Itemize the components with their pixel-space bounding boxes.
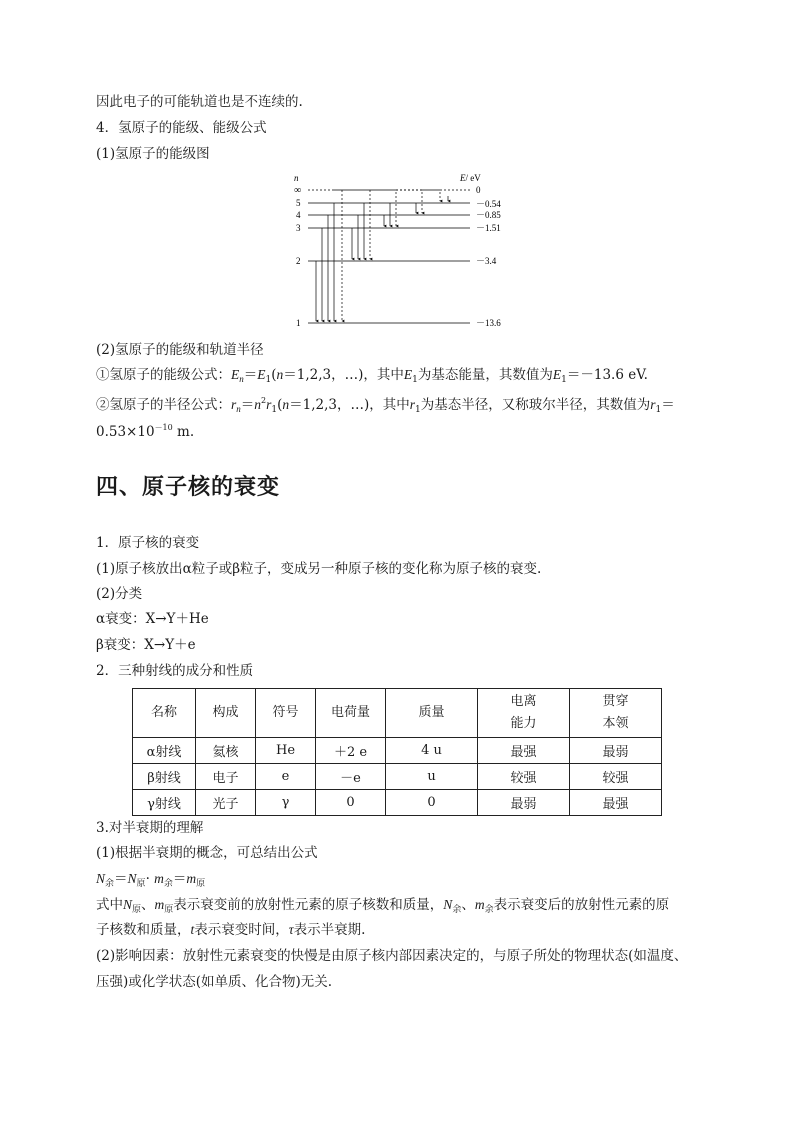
symbol-e: E (231, 367, 240, 382)
bohr-radius-value (96, 418, 194, 442)
transition-inf-1 (334, 190, 342, 321)
level-n-inf: ∞ (294, 185, 302, 196)
header-charge: 电荷量 (316, 689, 386, 738)
section-4-title: 4．氢原子的能级、能级公式 (96, 120, 267, 136)
table-cell: 光子 (196, 790, 256, 816)
header-composition: 构成 (196, 689, 256, 738)
table-row (133, 764, 662, 790)
bohr-radius-mantissa: 0.53×10 (96, 424, 155, 440)
table-cell: －e (316, 764, 386, 790)
text: 表示衰变时间， (194, 922, 289, 938)
symbol-n: n (282, 397, 290, 412)
subscript-1: 1 (415, 405, 421, 415)
table-cell: e (256, 764, 316, 790)
header-mass: 质量 (386, 689, 478, 738)
symbol-n: N (96, 871, 106, 886)
axis-e-symbol: E (460, 173, 466, 183)
table-cell: 最强 (570, 790, 662, 816)
halflife-title: 3.对半衰期的理解 (96, 820, 204, 836)
ground-energy-text: 为基态能量，其数值为 (417, 367, 553, 383)
level-n-2: 2 (296, 256, 301, 266)
energy-formula-prefix: 氢原子的能级公式： (109, 367, 231, 383)
level-e-2: －3.4 (476, 256, 497, 266)
subscript-original: 原 (132, 905, 142, 915)
header-name: 名称 (133, 689, 196, 738)
level-n-5: 5 (296, 198, 301, 208)
subscript-1: 1 (412, 375, 418, 385)
header-penetrating: 贯穿 本领 (570, 689, 662, 738)
table-cell: He (256, 738, 316, 764)
table-row (133, 790, 662, 816)
level-e-4: －0.85 (476, 210, 501, 220)
symbol-r1-value: r (650, 397, 656, 412)
table-cell: 4 u (386, 738, 478, 764)
subscript-n: n (236, 404, 241, 414)
level-e-inf: 0 (476, 185, 481, 195)
symbol-n-original: N (127, 871, 137, 886)
table-cell: u (386, 764, 478, 790)
header-symbol: 符号 (256, 689, 316, 738)
energy-level-diagram (280, 170, 520, 340)
subscript-remaining: 余 (452, 905, 462, 915)
table-cell: α射线 (133, 738, 196, 764)
equals-sign: ＝ (172, 871, 187, 887)
radiation-table (132, 688, 662, 816)
equals-sign: ＝ (114, 871, 128, 887)
superscript-2: 2 (261, 396, 267, 405)
symbol-m: m (474, 897, 485, 912)
axis-e-unit: / eV (465, 173, 481, 183)
table-cell: 0 (316, 790, 386, 816)
decay-classification: (2)分类 (96, 586, 143, 602)
bohr-radius-unit: m. (172, 424, 195, 440)
halflife-explanation-1 (96, 895, 669, 920)
table-cell: 最强 (478, 738, 570, 764)
table-cell: 较强 (478, 764, 570, 790)
symbol-n: N (123, 897, 133, 912)
axis-e-label (459, 173, 481, 183)
symbol-m: m (154, 871, 164, 886)
bohr-radius-text: 为基态半径，又称玻尔半径，其数值为 (420, 397, 651, 413)
subscript-original: 原 (164, 905, 174, 915)
level-e-1: －13.6 (476, 318, 501, 328)
level-n-3: 3 (296, 223, 301, 233)
symbol-m-original: m (186, 871, 197, 886)
header-ionizing: 电离 能力 (478, 689, 570, 738)
table-cell: 较强 (570, 764, 662, 790)
subscript-1: 1 (655, 405, 662, 415)
symbol-t: t (190, 922, 195, 937)
subscript-remaining: 余 (105, 879, 115, 889)
symbol-n: N (443, 897, 453, 912)
symbol-n: n (276, 367, 284, 382)
equals-sign: ＝ (661, 397, 675, 413)
section-heading: 四、原子核的衰变 (96, 475, 281, 500)
ground-energy-value: ＝－13.6 eV. (566, 367, 648, 383)
table-cell: 氦核 (196, 738, 256, 764)
decay-title: 1．原子核的衰变 (96, 535, 200, 551)
symbol-n: n (254, 397, 262, 412)
table-cell: ＋2 e (316, 738, 386, 764)
subscript-n: n (239, 374, 244, 384)
radiation-table-title: 2．三种射线的成分和性质 (96, 663, 254, 679)
table-header-row (133, 689, 662, 738)
transition-inf-2 (342, 190, 370, 259)
text: 子核数和质量， (96, 922, 191, 938)
subscript-1: 1 (265, 375, 272, 385)
open-paren: ( (271, 367, 277, 383)
subscript-remaining: 余 (484, 905, 494, 915)
beta-decay: β衰变：X→Y＋e (96, 637, 196, 653)
table-cell: 0 (386, 790, 478, 816)
subscript-1: 1 (561, 375, 567, 385)
symbol-r: r (231, 397, 237, 412)
table-cell: β射线 (133, 764, 196, 790)
subscript-original: 原 (196, 879, 206, 889)
subscript-1: 1 (271, 405, 278, 415)
open-paren: ( (277, 397, 283, 413)
text: 表示半衰期. (293, 922, 366, 938)
halflife-factors-1: (2)影响因素：放射性元素衰变的快慢是由原子核内部因素决定的，与原子所处的物理状态(如温度、 (96, 948, 688, 964)
symbol-tau: τ (288, 922, 294, 937)
bohr-radius-exponent: －10 (154, 423, 173, 432)
transition-inf-5 (422, 190, 440, 201)
intro-line: 因此电子的可能轨道也是不连续的. (96, 94, 303, 110)
symbol-e1-value: E (552, 367, 562, 382)
subscript-remaining: 余 (163, 879, 173, 889)
circled-one: ① (96, 367, 110, 383)
level-n-1: 1 (296, 318, 301, 328)
level-n-4: 4 (296, 210, 301, 220)
radius-formula-line (96, 391, 675, 420)
symbol-r1: r (266, 397, 272, 412)
symbol-e1-ref: E (403, 367, 413, 382)
equals-sign: ＝ (243, 367, 258, 383)
table-cell: 电子 (196, 764, 256, 790)
halflife-factors-2: 压强)或化学状态(如单质、化合物)无关. (96, 974, 333, 990)
text: 表示衰变后的放射性元素的原 (493, 897, 670, 913)
separator: 、 (141, 897, 155, 913)
energy-formula-line (96, 365, 648, 390)
table-cell: γ (256, 790, 316, 816)
symbol-r1-ref: r (409, 397, 416, 412)
transition-inf-3 (370, 190, 396, 226)
halflife-formula-intro: (1)根据半衰期的概念，可总结出公式 (96, 845, 318, 861)
decay-definition: (1)原子核放出α粒子或β粒子，变成另一种原子核的变化称为原子核的衰变. (96, 561, 542, 577)
n-values: ＝1,2,3，…)，其中 (283, 367, 404, 383)
radius-caption: (2)氢原子的能级和轨道半径 (96, 342, 264, 358)
alpha-decay: α衰变：X→Y＋He (96, 611, 209, 627)
halflife-formula (96, 869, 205, 894)
circled-two: ② (96, 397, 110, 413)
text: 式中 (96, 897, 123, 913)
table-row (133, 738, 662, 764)
equals-sign: ＝ (240, 397, 255, 413)
level-e-5: －0.54 (476, 199, 501, 209)
table-cell: 最弱 (570, 738, 662, 764)
table-cell: γ射线 (133, 790, 196, 816)
radius-formula-prefix: 氢原子的半径公式： (109, 397, 231, 413)
dot: · (145, 871, 150, 887)
separator: 、 (461, 897, 475, 913)
symbol-m: m (154, 897, 165, 912)
transition-inf-4 (396, 190, 422, 213)
table-cell: 最弱 (478, 790, 570, 816)
halflife-explanation-2 (96, 920, 365, 940)
level-e-3: －1.51 (476, 223, 501, 233)
text: 表示衰变前的放射性元素的原子核数和质量， (173, 897, 444, 913)
axis-n-label: n (294, 173, 299, 183)
subscript-original: 原 (136, 879, 146, 889)
energy-diagram-caption: (1)氢原子的能级图 (96, 146, 210, 162)
n-values: ＝1,2,3，…)，其中 (289, 397, 410, 413)
symbol-e1: E (257, 367, 266, 382)
